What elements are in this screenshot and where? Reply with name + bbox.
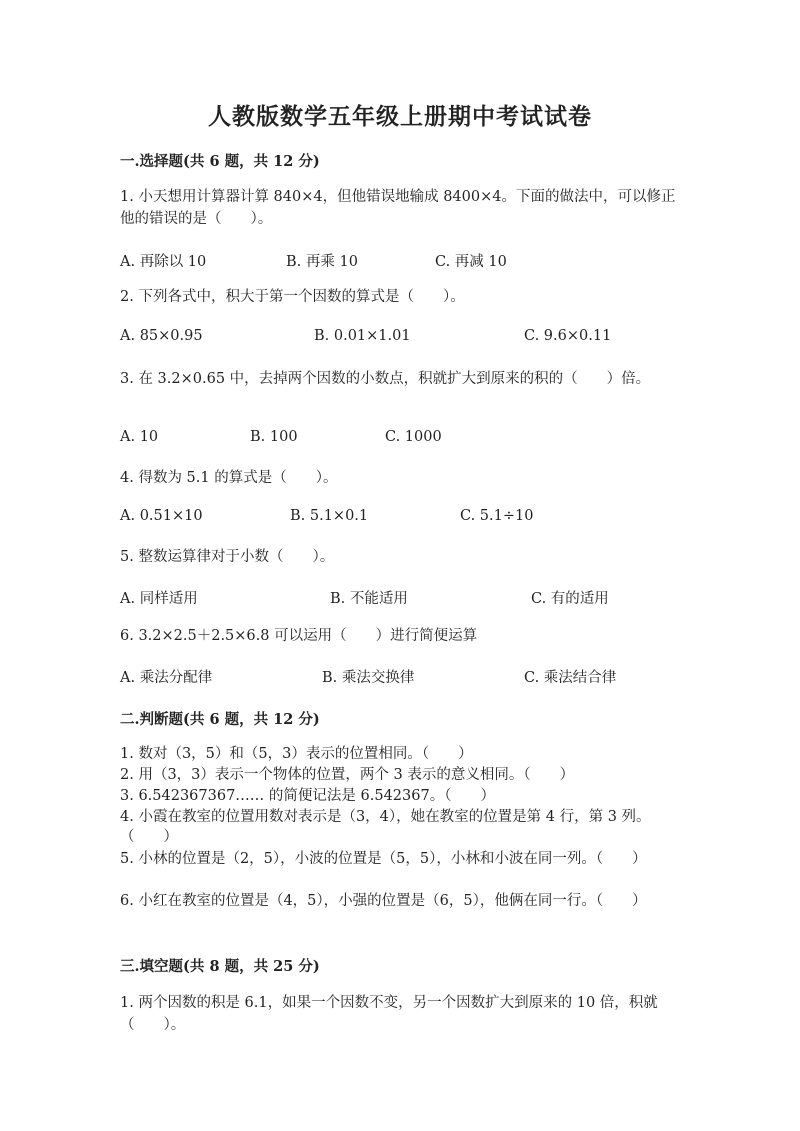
- option-a: A. 10: [120, 429, 159, 445]
- option-b: B. 再乘 10: [286, 254, 358, 270]
- option-c: C. 有的适用: [531, 591, 609, 607]
- option-a: A. 0.51×10: [120, 508, 203, 524]
- question-stem: 1. 两个因数的积是 6.1，如果一个因数不变，另一个因数扩大到原来的 10 倍，积就（ ）。: [120, 995, 658, 1033]
- option-b: B. 0.01×1.01: [314, 328, 411, 344]
- option-c: C. 9.6×0.11: [524, 328, 612, 344]
- section-header-judgement: 二.判断题(共 6 题，共 12 分): [120, 711, 320, 728]
- question-stem: 2. 下列各式中，积大于第一个因数的算式是（ ）。: [120, 289, 465, 305]
- question-stem: 5. 整数运算律对于小数（ ）。: [120, 549, 335, 565]
- judgement-item: 5. 小林的位置是（2，5），小波的位置是（5，5），小林和小波在同一列。（ ）: [120, 851, 647, 867]
- option-a: A. 再除以 10: [120, 254, 207, 270]
- option-c: C. 乘法结合律: [524, 670, 617, 686]
- judgement-item: 3. 6.542367367…… 的简便记法是 6.542367。（ ）: [120, 788, 495, 804]
- section-header-fill-blank: 三.填空题(共 8 题，共 25 分): [120, 958, 320, 975]
- option-a: A. 同样适用: [120, 591, 198, 607]
- option-c: C. 再减 10: [435, 254, 507, 270]
- section-header-choice: 一.选择题(共 6 题，共 12 分): [120, 153, 320, 170]
- option-c: C. 1000: [385, 429, 442, 445]
- option-b: B. 不能适用: [330, 591, 408, 607]
- judgement-item: 2. 用（3，3）表示一个物体的位置，两个 3 表示的意义相同。（ ）: [120, 767, 575, 783]
- judgement-item: 1. 数对（3，5）和（5，3）表示的位置相同。（ ）: [120, 746, 473, 762]
- option-a: A. 85×0.95: [120, 328, 203, 344]
- option-c: C. 5.1÷10: [460, 508, 534, 524]
- option-b: B. 100: [250, 429, 298, 445]
- question-stem: 3. 在 3.2×0.65 中，去掉两个因数的小数点，积就扩大到原来的积的（ ）倍。: [120, 371, 651, 387]
- question-stem: 4. 得数为 5.1 的算式是（ ）。: [120, 470, 338, 486]
- option-a: A. 乘法分配律: [120, 670, 213, 686]
- judgement-item: 4. 小霞在教室的位置用数对表示是（3，4），她在教室的位置是第 4 行，第 3 列。（ ）: [120, 809, 651, 845]
- question-stem: 1. 小天想用计算器计算 840×4，但他错误地输成 8400×4。下面的做法中，可以修正他的错误的是（ ）。: [120, 189, 676, 227]
- option-b: B. 乘法交换律: [322, 670, 415, 686]
- judgement-item: 6. 小红在教室的位置是（4，5），小强的位置是（6，5），他俩在同一行。（ ）: [120, 893, 647, 909]
- question-stem: 6. 3.2×2.5＋2.5×6.8 可以运用（ ）进行简便运算: [120, 628, 478, 644]
- exam-title: 人教版数学五年级上册期中考试试卷: [208, 103, 592, 130]
- option-b: B. 5.1×0.1: [290, 508, 369, 524]
